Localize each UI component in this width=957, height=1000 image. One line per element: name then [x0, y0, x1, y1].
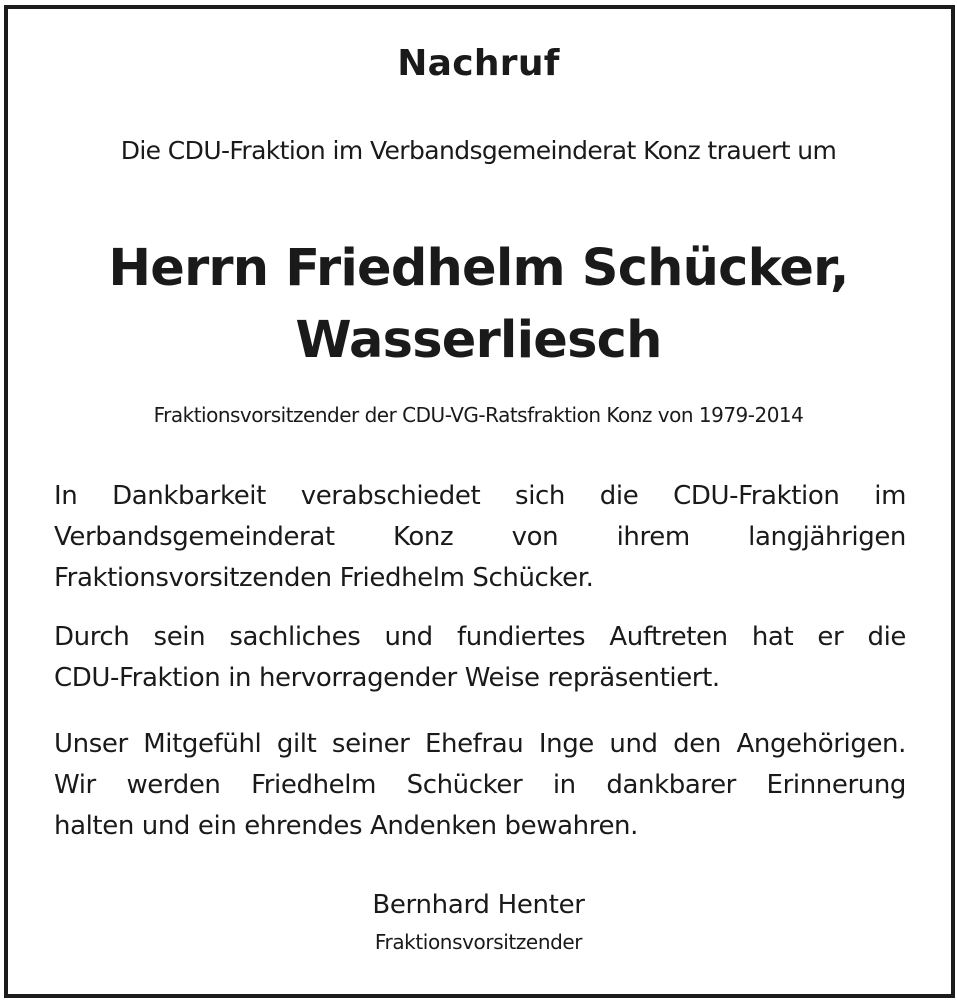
paragraph-line: Unser Mitgefühl gilt seiner Ehefrau Inge und den Angehörigen. — [54, 729, 906, 759]
deceased-hometown: Wasserliesch — [295, 311, 662, 370]
paragraph-line: Durch sein sachliches und fundiertes Auftreten hat er die — [54, 622, 906, 652]
condolence-paragraph — [54, 724, 906, 847]
intro-text: Die CDU-Fraktion im Verbandsgemeinderat Konz trauert um — [120, 136, 837, 165]
signer-role: Fraktionsvorsitzender — [374, 930, 583, 954]
paragraph-line: Verbandsgemeinderat Konz von ihrem langjährigen — [54, 522, 906, 552]
deceased-role: Fraktionsvorsitzender der CDU-VG-Ratsfraktion Konz von 1979-2014 — [153, 403, 804, 427]
paragraph-line: In Dankbarkeit verabschiedet sich die CDU-Fraktion im — [54, 481, 906, 511]
notice-title: Nachruf — [397, 43, 560, 84]
signer-name: Bernhard Henter — [372, 890, 585, 920]
gratitude-paragraph — [54, 476, 906, 599]
deceased-name: Herrn Friedhelm Schücker, — [108, 239, 849, 298]
paragraph-line: halten und ein ehrendes Andenken bewahren. — [54, 811, 638, 841]
tribute-paragraph — [54, 617, 906, 699]
paragraph-line: Wir werden Friedhelm Schücker in dankbarer Erinnerung — [54, 770, 906, 800]
paragraph-line: CDU-Fraktion in hervorragender Weise repräsentiert. — [54, 663, 720, 693]
paragraph-line: Fraktionsvorsitzenden Friedhelm Schücker. — [54, 563, 594, 593]
